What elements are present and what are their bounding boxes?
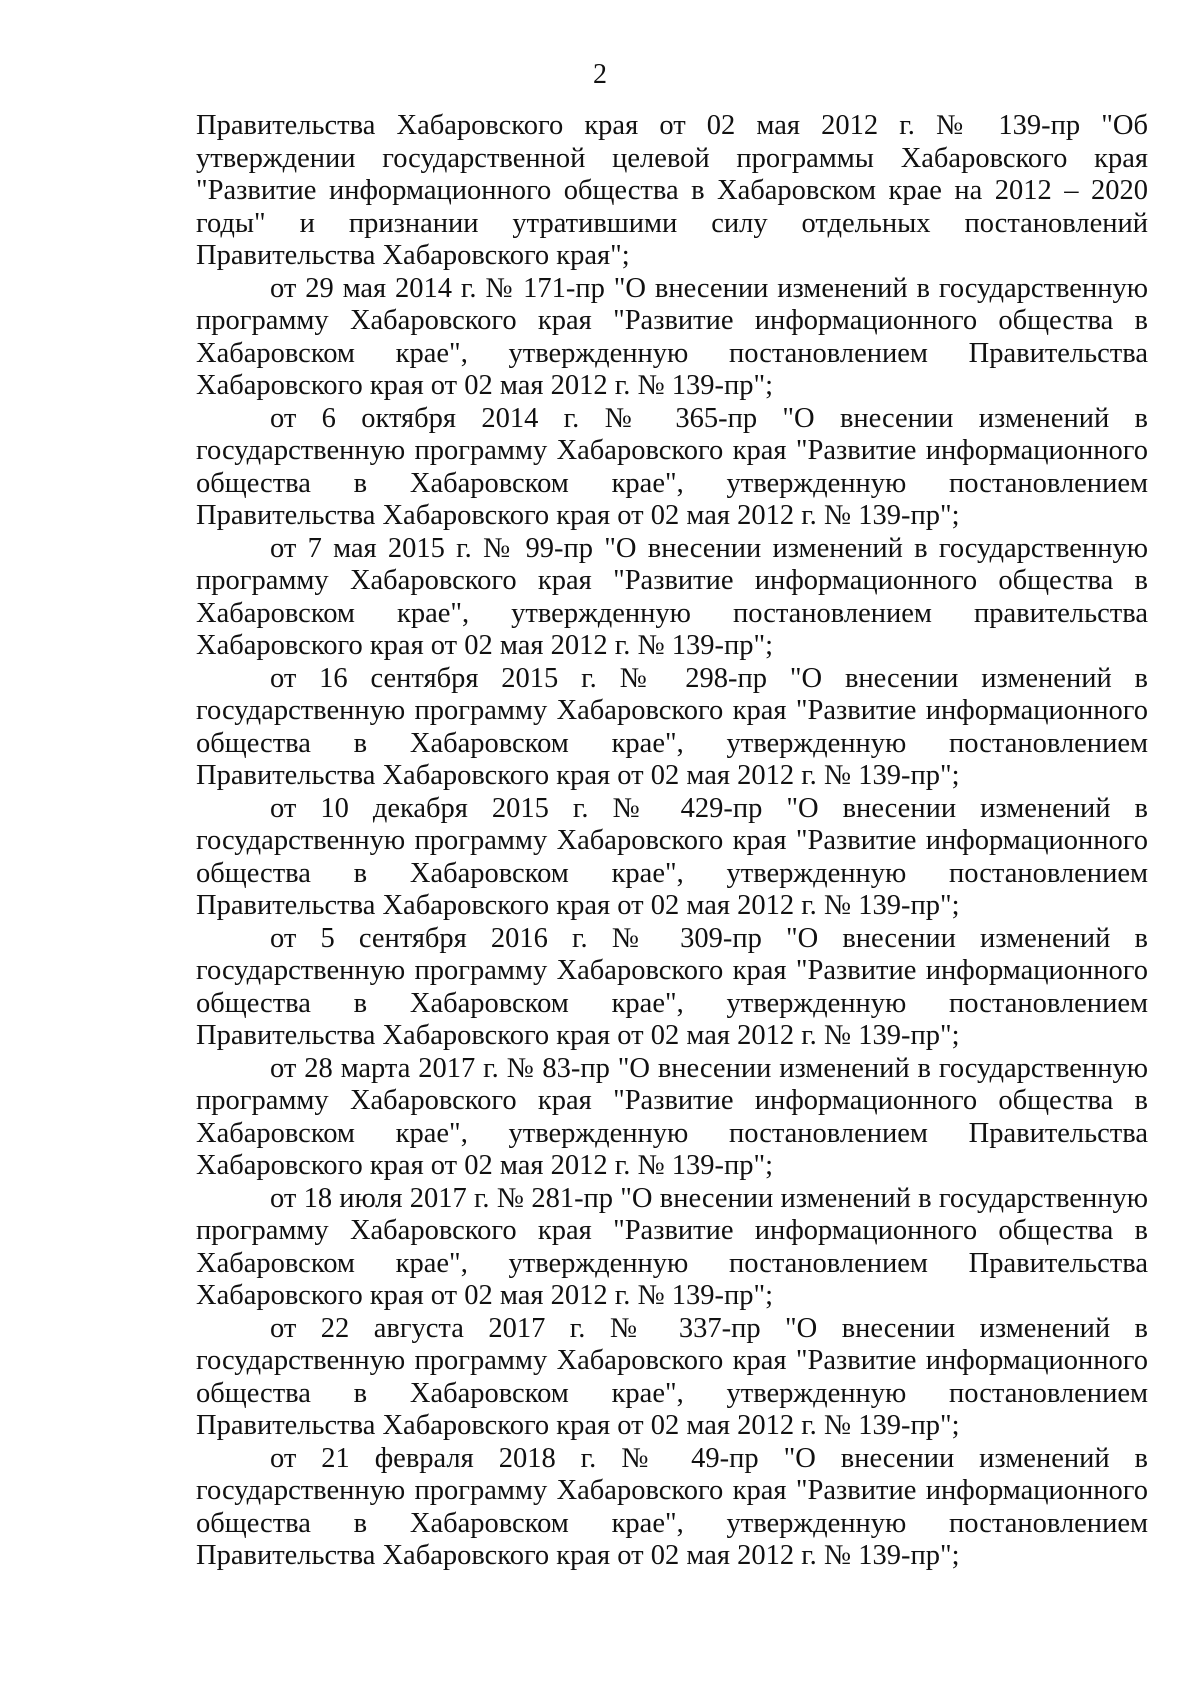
paragraph-resolution-309: от 5 сентября 2016 г. № 309-пр "О внесении изменений в государственную программу Хабаровского края "Развитие информационного общества в Хабаровском крае", утвержденную постановлением Правительства Хабаровского края от 02 мая 2012 г. № 139-пр"; bbox=[196, 922, 1148, 1051]
paragraph-resolution-99: от 7 мая 2015 г. № 99-пр "О внесении изменений в государственную программу Хабаровского края "Развитие информационного общества в Хабаровском крае", утвержденную постановлением правительства Хабаровского края от 02 мая 2012 г. № 139-пр"; bbox=[196, 532, 1148, 661]
page-number: 2 bbox=[593, 59, 607, 90]
paragraph-resolution-281: от 18 июля 2017 г. № 281-пр "О внесении изменений в государственную программу Хабаровского края "Развитие информационного общества в Хабаровском крае", утвержденную постановлением Правительства Хабаровского края от 02 мая 2012 г. № 139-пр"; bbox=[196, 1182, 1148, 1311]
paragraph-resolution-337: от 22 августа 2017 г. № 337-пр "О внесении изменений в государственную программу Хабаровского края "Развитие информационного общества в Хабаровском крае", утвержденную постановлением Правительства Хабаровского края от 02 мая 2012 г. № 139-пр"; bbox=[196, 1312, 1148, 1441]
paragraph-resolution-365: от 6 октября 2014 г. № 365-пр "О внесении изменений в государственную программу Хабаровского края "Развитие информационного общества в Хабаровском крае", утвержденную постановлением Правительства Хабаровского края от 02 мая 2012 г. № 139-пр"; bbox=[196, 402, 1148, 531]
paragraph-resolution-83: от 28 марта 2017 г. № 83-пр "О внесении изменений в государственную программу Хабаровского края "Развитие информационного общества в Хабаровском крае", утвержденную постановлением Правительства Хабаровского края от 02 мая 2012 г. № 139-пр"; bbox=[196, 1052, 1148, 1181]
paragraph-resolution-298: от 16 сентября 2015 г. № 298-пр "О внесении изменений в государственную программу Хабаровского края "Развитие информационного общества в Хабаровском крае", утвержденную постановлением Правительства Хабаровского края от 02 мая 2012 г. № 139-пр"; bbox=[196, 662, 1148, 791]
paragraph-continuation: Правительства Хабаровского края от 02 мая 2012 г. № 139-пр "Об утверждении государственной целевой программы Хабаровского края "Развитие информационного общества в Хабаровском крае на 2012 – 2020 годы" и признании утратившими силу отдельных постановлений Правительства Хабаровского края"; bbox=[196, 110, 1148, 271]
paragraph-resolution-171: от 29 мая 2014 г. № 171-пр "О внесении изменений в государственную программу Хабаровского края "Развитие информационного общества в Хабаровском крае", утвержденную постановлением Правительства Хабаровского края от 02 мая 2012 г. № 139-пр"; bbox=[196, 272, 1148, 401]
document-body bbox=[196, 110, 1148, 1573]
paragraph-resolution-429: от 10 декабря 2015 г. № 429-пр "О внесении изменений в государственную программу Хабаровского края "Развитие информационного общества в Хабаровском крае", утвержденную постановлением Правительства Хабаровского края от 02 мая 2012 г. № 139-пр"; bbox=[196, 792, 1148, 921]
paragraph-resolution-49: от 21 февраля 2018 г. № 49-пр "О внесении изменений в государственную программу Хабаровского края "Развитие информационного общества в Хабаровском крае", утвержденную постановлением Правительства Хабаровского края от 02 мая 2012 г. № 139-пр"; bbox=[196, 1442, 1148, 1571]
